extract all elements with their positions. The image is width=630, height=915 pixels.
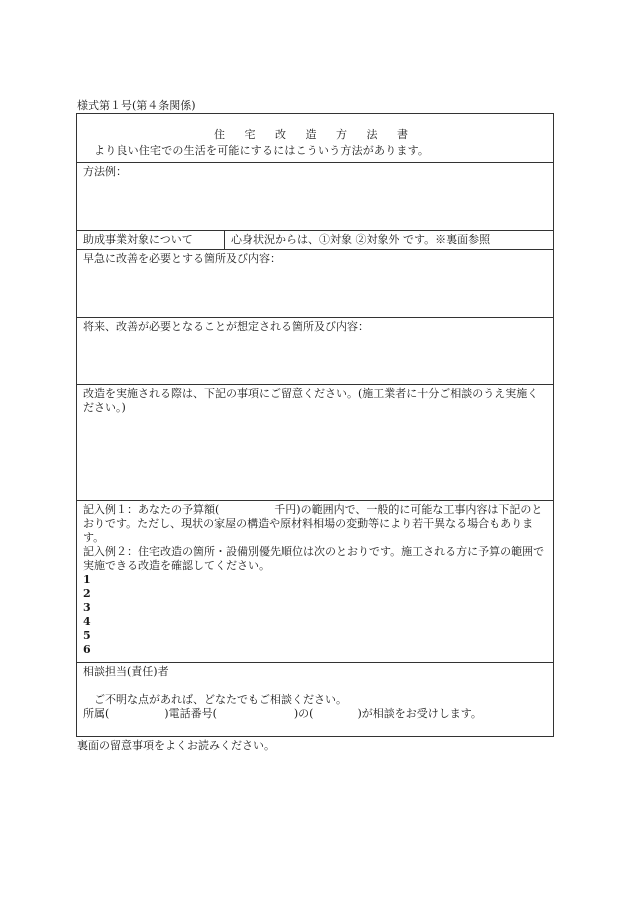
- document-subtitle: より良い住宅での生活を可能にするにはこういう方法があります。: [94, 144, 430, 157]
- priority-number: 2: [83, 587, 91, 600]
- example-section: [77, 501, 553, 663]
- urgent-label: 早急に改善を必要とする箇所及び内容：: [83, 252, 281, 265]
- form-table: [76, 113, 554, 737]
- footer-note: 裏面の留意事項をよくお読みください。: [77, 739, 275, 752]
- priority-number: 5: [83, 629, 91, 642]
- priority-number: 3: [83, 601, 91, 614]
- future-section: [77, 318, 553, 385]
- contact-line: 所属( )電話番号( )の( )が相談をお受けします。: [83, 707, 482, 720]
- priority-number: 4: [83, 615, 91, 628]
- subsidy-value: 心身状況からは、①対象 ②対象外 です。※裏面参照: [231, 233, 491, 246]
- priority-number: 6: [83, 643, 91, 656]
- document-title: 住 宅 改 造 方 法 書: [214, 128, 416, 141]
- consultant-section: [77, 663, 553, 736]
- future-label: 将来、改善が必要となることが想定される箇所及び内容：: [83, 320, 369, 333]
- notice-section: [77, 385, 553, 501]
- urgent-section: [77, 250, 553, 318]
- form-number-label: 様式第１号(第４条関係): [77, 99, 196, 112]
- example-1-text: 記入例１：あなたの予算額( 千円)の範囲内で、一般的に可能な工事内容は下記のとおりです。ただし、現状の家屋の構造や原材料相場の変動等により若干異なる場合もあります。: [83, 503, 543, 544]
- notice-text: 改造を実施される際は、下記の事項にご留意ください。(施工業者に十分ご相談のうえ実施ください。): [83, 387, 539, 414]
- subsidy-label: 助成事業対象について: [77, 231, 225, 249]
- example-2-text: 記入例２：住宅改造の箇所・設備別優先順位は次のとおりです。施工される方に予算の範囲で実施できる改造を確認してください。: [83, 545, 545, 572]
- title-section: [77, 114, 553, 163]
- subsidy-row: [77, 231, 553, 250]
- priority-number: 1: [83, 573, 91, 586]
- consultant-message: ご不明な点があれば、どなたでもご相談ください。: [94, 693, 347, 706]
- consultant-label: 相談担当(責任)者: [83, 665, 169, 678]
- method-example-label: 方法例：: [83, 165, 127, 178]
- method-example-section: [77, 163, 553, 231]
